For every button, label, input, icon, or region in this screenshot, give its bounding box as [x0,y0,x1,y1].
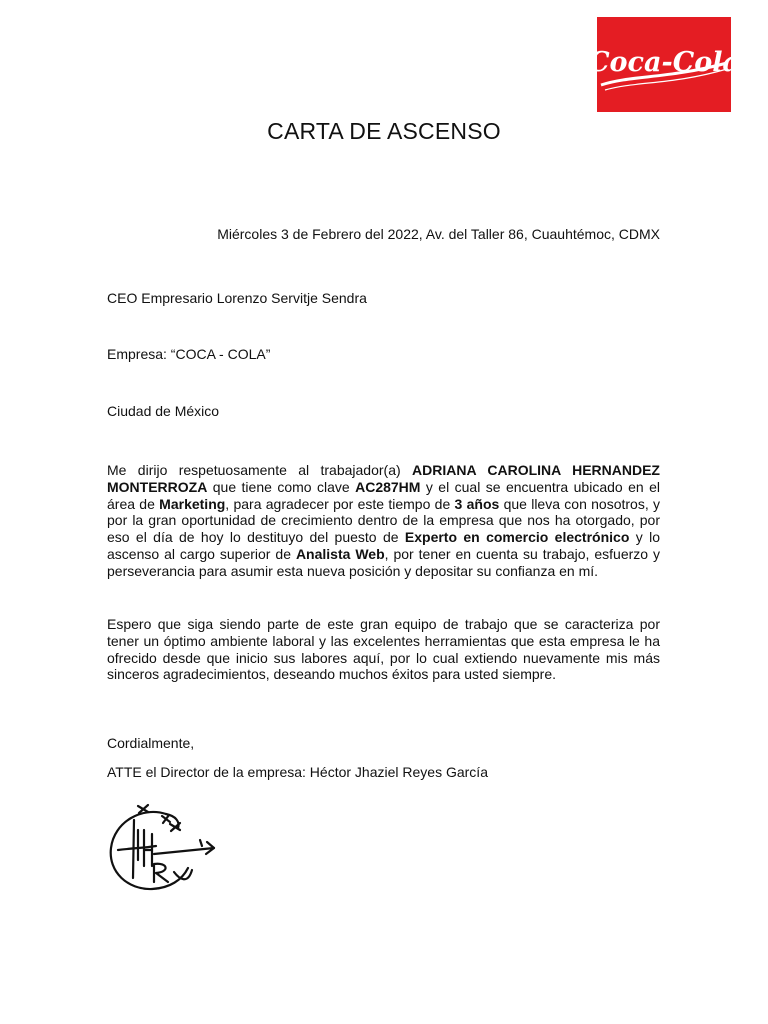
coca-cola-logo [588,17,740,112]
employee-name: ADRIANA CAROLINA HERNANDEZ MONTERROZA [107,462,660,495]
body-paragraph-2: Espero que siga siendo parte de este gran equipo de trabajo que se caracteriza por tener un óptimo ambiente laboral y las excelentes herramientas que esta empresa le ha ofrecido desde que inicio sus labores aquí, por lo cual extiendo nuevamente mis más sinceros agradecimientos, deseando muchos éxitos para usted siempre. [107,616,660,683]
new-position: Analista Web [295,545,385,562]
p1-text-1: Me dirijo respetuosamente al trabajador(a) [107,462,412,478]
city-line: Ciudad de México [107,403,220,419]
date-line: Miércoles 3 de Febrero del 2022, Av. del Taller 86, Cuauhtémoc, CDMX [217,226,660,242]
signer-line: ATTE el Director de la empresa: Héctor Jhaziel Reyes García [107,764,488,780]
closing-line: Cordialmente, [107,735,195,751]
company-line: Empresa: “COCA - COLA” [107,346,271,362]
p1-text-3: y el cual se encuentra ubicado en el área de [107,478,660,512]
logo-wordmark: Coca-Cola [588,47,740,78]
p1-text-2: que tiene como clave [207,478,356,495]
recipient-line: CEO Empresario Lorenzo Servitje Sendra [107,290,367,306]
p1-text-7: , por tener en cuenta su trabajo, esfuerzo y perseverancia para asumir esta nueva posición y depositar su confianza en mí. [107,545,660,579]
page-title: CARTA DE ASCENSO [267,118,501,144]
employee-area: Marketing [159,495,226,512]
years-of-service: 3 años [454,495,500,512]
p1-text-5: que lleva con nosotros, y por la gran oportunidad de crecimiento dentro de la empresa que nos ha otorgado, por eso el día de hoy lo destituyo del puesto de [107,495,661,546]
body-paragraph-1 [107,462,660,580]
coca-cola-logo-graphic [588,17,740,112]
p1-text-6: y lo ascenso al cargo superior de [107,529,660,562]
p1-text-4: , para agradecer por este tiempo de [225,495,455,512]
old-position: Experto en comercio electrónico [404,529,630,546]
employee-code: AC287HM [355,478,421,495]
handwritten-signature [104,800,222,895]
